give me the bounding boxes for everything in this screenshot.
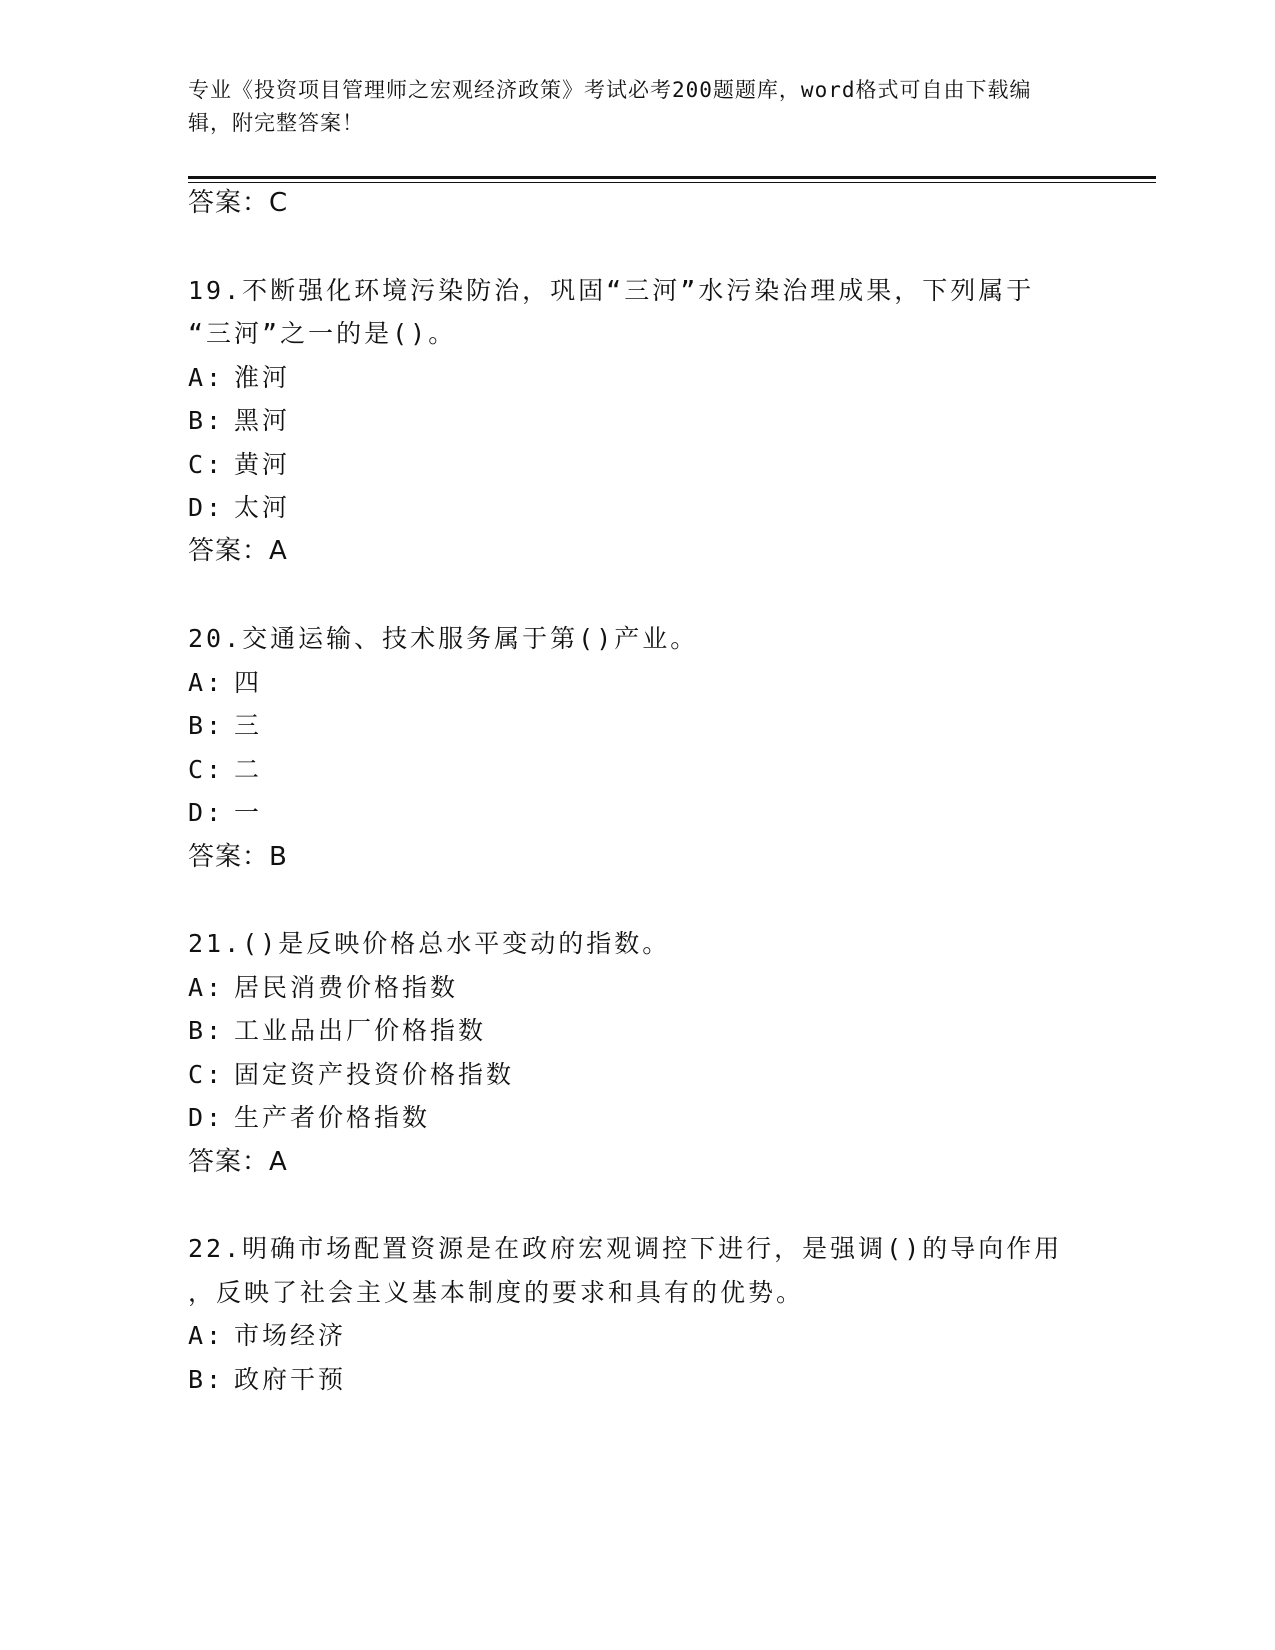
question-22-text-line-1: 22.明确市场配置资源是在政府宏观调控下进行，是强调()的导向作用 — [188, 1234, 1063, 1263]
document-header: 专业《投资项目管理师之宏观经济政策》考试必考200题题库，word格式可自由下载编辑，附完整答案！ — [188, 78, 1032, 135]
option-letter: B: — [188, 1016, 225, 1045]
question-20-answer: 答案：B — [188, 842, 288, 872]
question-19-option-a — [188, 363, 290, 393]
option-text: 黄河 — [234, 450, 291, 479]
question-20-option-d — [188, 798, 262, 828]
option-letter: A: — [188, 973, 225, 1002]
question-20-text-line-1: 20.交通运输、技术服务属于第()产业。 — [188, 624, 699, 653]
question-19-option-b — [188, 406, 290, 436]
option-letter: B: — [188, 711, 225, 740]
option-letter: A: — [188, 363, 225, 392]
option-text: 一 — [234, 798, 263, 827]
option-text: 三 — [234, 711, 263, 740]
option-letter: D: — [188, 1103, 225, 1132]
question-21-text-line-1: 21.()是反映价格总水平变动的指数。 — [188, 929, 671, 958]
question-19-text-line-2: “三河”之一的是()。 — [188, 319, 457, 348]
option-letter: A: — [188, 1321, 225, 1350]
option-letter: A: — [188, 668, 225, 697]
option-letter: D: — [188, 493, 225, 522]
option-text: 市场经济 — [234, 1321, 347, 1350]
header-rule-thick — [188, 176, 1156, 179]
option-letter: D: — [188, 798, 225, 827]
option-text: 太河 — [234, 493, 291, 522]
question-21-option-b — [188, 1016, 486, 1046]
question-20-option-b — [188, 711, 262, 741]
question-21-answer: 答案：A — [188, 1147, 288, 1177]
option-letter: C: — [188, 450, 225, 479]
option-text: 淮河 — [234, 363, 291, 392]
question-19-option-d — [188, 493, 290, 523]
option-letter: C: — [188, 755, 225, 784]
question-19-text-line-1: 19.不断强化环境污染防治，巩固“三河”水污染治理成果，下列属于 — [188, 276, 1035, 305]
question-21-option-a — [188, 973, 458, 1003]
option-text: 政府干预 — [234, 1365, 347, 1394]
option-text: 生产者价格指数 — [234, 1103, 431, 1132]
question-22-text-line-2: ，反映了社会主义基本制度的要求和具有的优势。 — [188, 1278, 805, 1307]
question-20-option-c — [188, 755, 262, 785]
option-letter: B: — [188, 406, 225, 435]
option-text: 四 — [234, 668, 263, 697]
previous-answer: 答案：C — [188, 188, 289, 218]
option-text: 工业品出厂价格指数 — [234, 1016, 487, 1045]
question-19-answer: 答案：A — [188, 536, 288, 566]
question-22-option-a — [188, 1321, 346, 1351]
question-21-option-d — [188, 1103, 430, 1133]
option-text: 黑河 — [234, 406, 291, 435]
option-text: 居民消费价格指数 — [234, 973, 459, 1002]
question-21-option-c — [188, 1060, 514, 1090]
question-22-option-b — [188, 1365, 346, 1395]
option-letter: B: — [188, 1365, 225, 1394]
option-text: 固定资产投资价格指数 — [234, 1060, 515, 1089]
header-rule-thin — [188, 182, 1156, 183]
option-letter: C: — [188, 1060, 225, 1089]
question-20-option-a — [188, 668, 262, 698]
question-19-option-c — [188, 450, 290, 480]
option-text: 二 — [234, 755, 263, 784]
